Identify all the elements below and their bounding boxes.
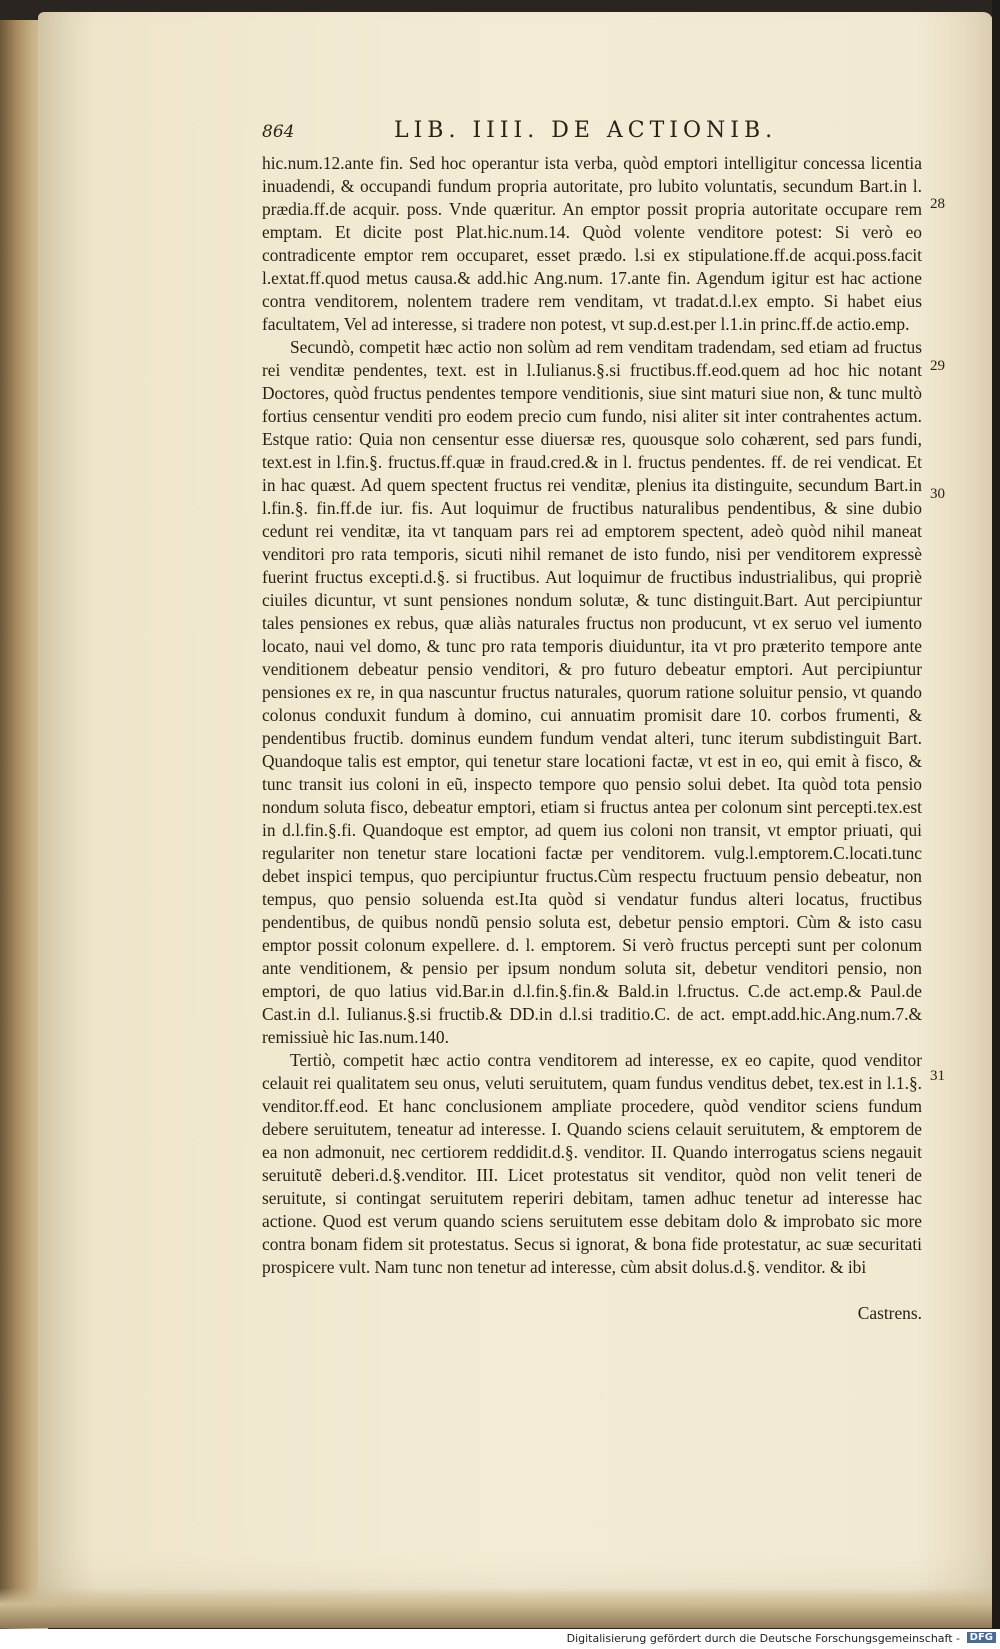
margin-number-29: 29 <box>930 358 945 374</box>
scan-border <box>992 0 1000 1649</box>
paragraph-3: Tertiò, competit hæc actio contra venditorem ad interesse, ex eo capite, quod venditor celauit rei qualitatem seu onus, veluti seruitutem, quam fundus venditus debet, tex.est in l.1.§. venditor.ff.eod. Et hanc conclusionem ampliate procedere, quòd venditor sciens fundum debere seruitutem, teneatur ad interesse. I. Quando sciens celauit seruitutem, & emptorem de ea non admonuit, nec certiorem reddidit.d.§. venditor. II. Quando interrogatus sciens negauit seruitutẽ deberi.d.§.venditor. III. Licet protestatus sit venditor, quòd non velit teneri de seruitute, si contingat seruitutem reperiri debitam, tamen adhuc tenetur ad interesse hac actione. Quod est verum quando sciens seruitutem esse debitam dolo & improbato sic more contra bonam fidem sit protestatus. Secus si ignorat, & bona fide protestatur, ac suæ securitati prospicere vult. Nam tunc non tenetur ad interesse, cùm absit dolus.d.§. venditor. & ibi <box>262 1050 922 1277</box>
paragraph-2: Secundò, competit hæc actio non solùm ad rem venditam tradendam, sed etiam ad fructus rei venditæ pendentes, text. est in l.Iulianus.§.si fructibus.ff.eod.quem ad hoc hic notant Doctores, quòd fructus pendentes tempore venditionis, siue sint maturi siue non, & tunc multò fortius censentur venditi pro eodem precio cum fundo, nisi aliter sit inter contrahentes actum. Estque ratio: Quia non censentur esse diuersæ res, quousque solo cohærent, sed pars fundi, text.est in l.fin.§. fructus.ff.quæ in fraud.cred.& in l. fructus pendentes. ff. de rei vendicat. Et in hac quæst. Ad quem spectent fructus rei venditæ, plenius ita distinguite, secundum Bart.in l.fin.§. fin.ff.de iur. fis. Aut loquimur de fructibus naturalibus pendentibus, & sine dubio cedunt rei venditæ, ita vt tanquam pars rei ad emptorem spectent, adeò quòd nihil maneat venditori pro rata temporis, sicuti nihil remanet de isto fundo, nisi per venditorem expressè fuerint fructus excepti.d.§. si fructibus. Aut loquimur de fructibus industrialibus, qui propriè ciuiles dicuntur, vt sunt pensiones nondum solutæ, & tunc distinguit.Bart. Aut percipiuntur tales pensiones ex rebus, quæ aliàs naturales fructus non producunt, vt ex seruo vel iumento locato, naui vel domo, & tunc pro rata temporis diuiduntur, ita vt pro præterito tempore ante venditionem debeatur pensio venditori, & pro futuro debeatur emptori. Aut percipiuntur pensiones ex re, in qua nascuntur fructus naturales, quorum ratione soluitur pensio, vt quando colonus conduxit fundum à domino, cui annuatim promisit dare 10. corbos frumenti, & pendentibus fructib. dominus eundem fundum vendat alteri, tunc iterum subdistinguit Bart. Quandoque talis est emptor, qui tenetur stare locationi factæ, vt est in eo, qui emit à fisco, & tunc transit ius coloni in eũ, inspecto tempore quo pensio solui debet. Ita quòd tota pensio nondum soluta fisco, debeatur emptori, etiam si fructus antea per colonum sint percepti.tex.est in d.l.fin.§.fi. Quandoque est emptor, ad quem ius coloni non transit, vt emptor priuati, qui regulariter non tenetur stare locationi factæ per venditorem. vulg.l.emptorem.C.locati.tunc debet inspici tempus, quo percipiuntur fructus.Cùm respectu fructuum pensio debeatur, non tempus, quo pensio soluenda est.Ita quòd si vendatur fundus alteri locatus, fructibus pendentibus, de quibus nondũ pensio soluta est, debetur pensio emptori. Cùm & isto casu emptor possit colonum expellere. d. l. emptorem. Si verò fructus percepti sunt per colonum ante venditionem, & pensio per ipsum nondum soluta sit, debetur venditori pensio, non emptori, de quo latius vid.Bar.in d.l.fin.§.fin.& Bald.in l.fructus. C.de act.emp.& Paul.de Cast.in d.l. Iulianus.§.si fructib.& DD.in d.l.si traditio.C. de act. empt.add.hic.Ang.num.7.& remissiuè hic Ias.num.140. <box>262 337 922 1047</box>
catchword: Castrens. <box>857 1303 922 1323</box>
margin-number-30: 30 <box>930 486 945 502</box>
page-header <box>262 118 922 148</box>
footer-credit-bar <box>0 1629 1000 1649</box>
text-body <box>262 152 922 1279</box>
running-head: LIB. IIII. DE ACTIONIB. <box>394 118 778 143</box>
dfg-logo: DFG <box>967 1632 996 1643</box>
margin-number-31: 31 <box>930 1068 945 1084</box>
paragraph-1: hic.num.12.ante fin. Sed hoc operantur ista verba, quòd emptori intelligitur concessa licentia inuadendi, & occupandi fundum propria autoritate, pro lubito voluntatis, secundum Bart.in l. prædia.ff.de acquir. poss. Vnde quæritur. An emptor possit propria autoritate occupare rem emptam. Et dicite post Plat.hic.num.14. Quòd volente venditore potest: Si verò eo contradicente emptor rem occuparet, esset prædo. l.si ex stipulatione.ff.de acqui.poss.facit l.extat.ff.quod metus causa.& add.hic Ang.num. 17.ante fin. Agendum igitur est hac actione contra venditorem, nolentem tradere rem venditam, vt tradat.d.l.ex empto. Si habet eius facultatem, Vel ad interesse, si tradere non potest, vt sup.d.est.per l.1.in princ.ff.de actio.emp. <box>262 153 922 334</box>
margin-number-28: 28 <box>930 196 945 212</box>
book-edge-bottom <box>0 1588 1000 1628</box>
page-number: 864 <box>262 122 295 142</box>
footer-credit: Digitalisierung gefördert durch die Deutsche Forschungsgemeinschaft - <box>566 1632 960 1645</box>
